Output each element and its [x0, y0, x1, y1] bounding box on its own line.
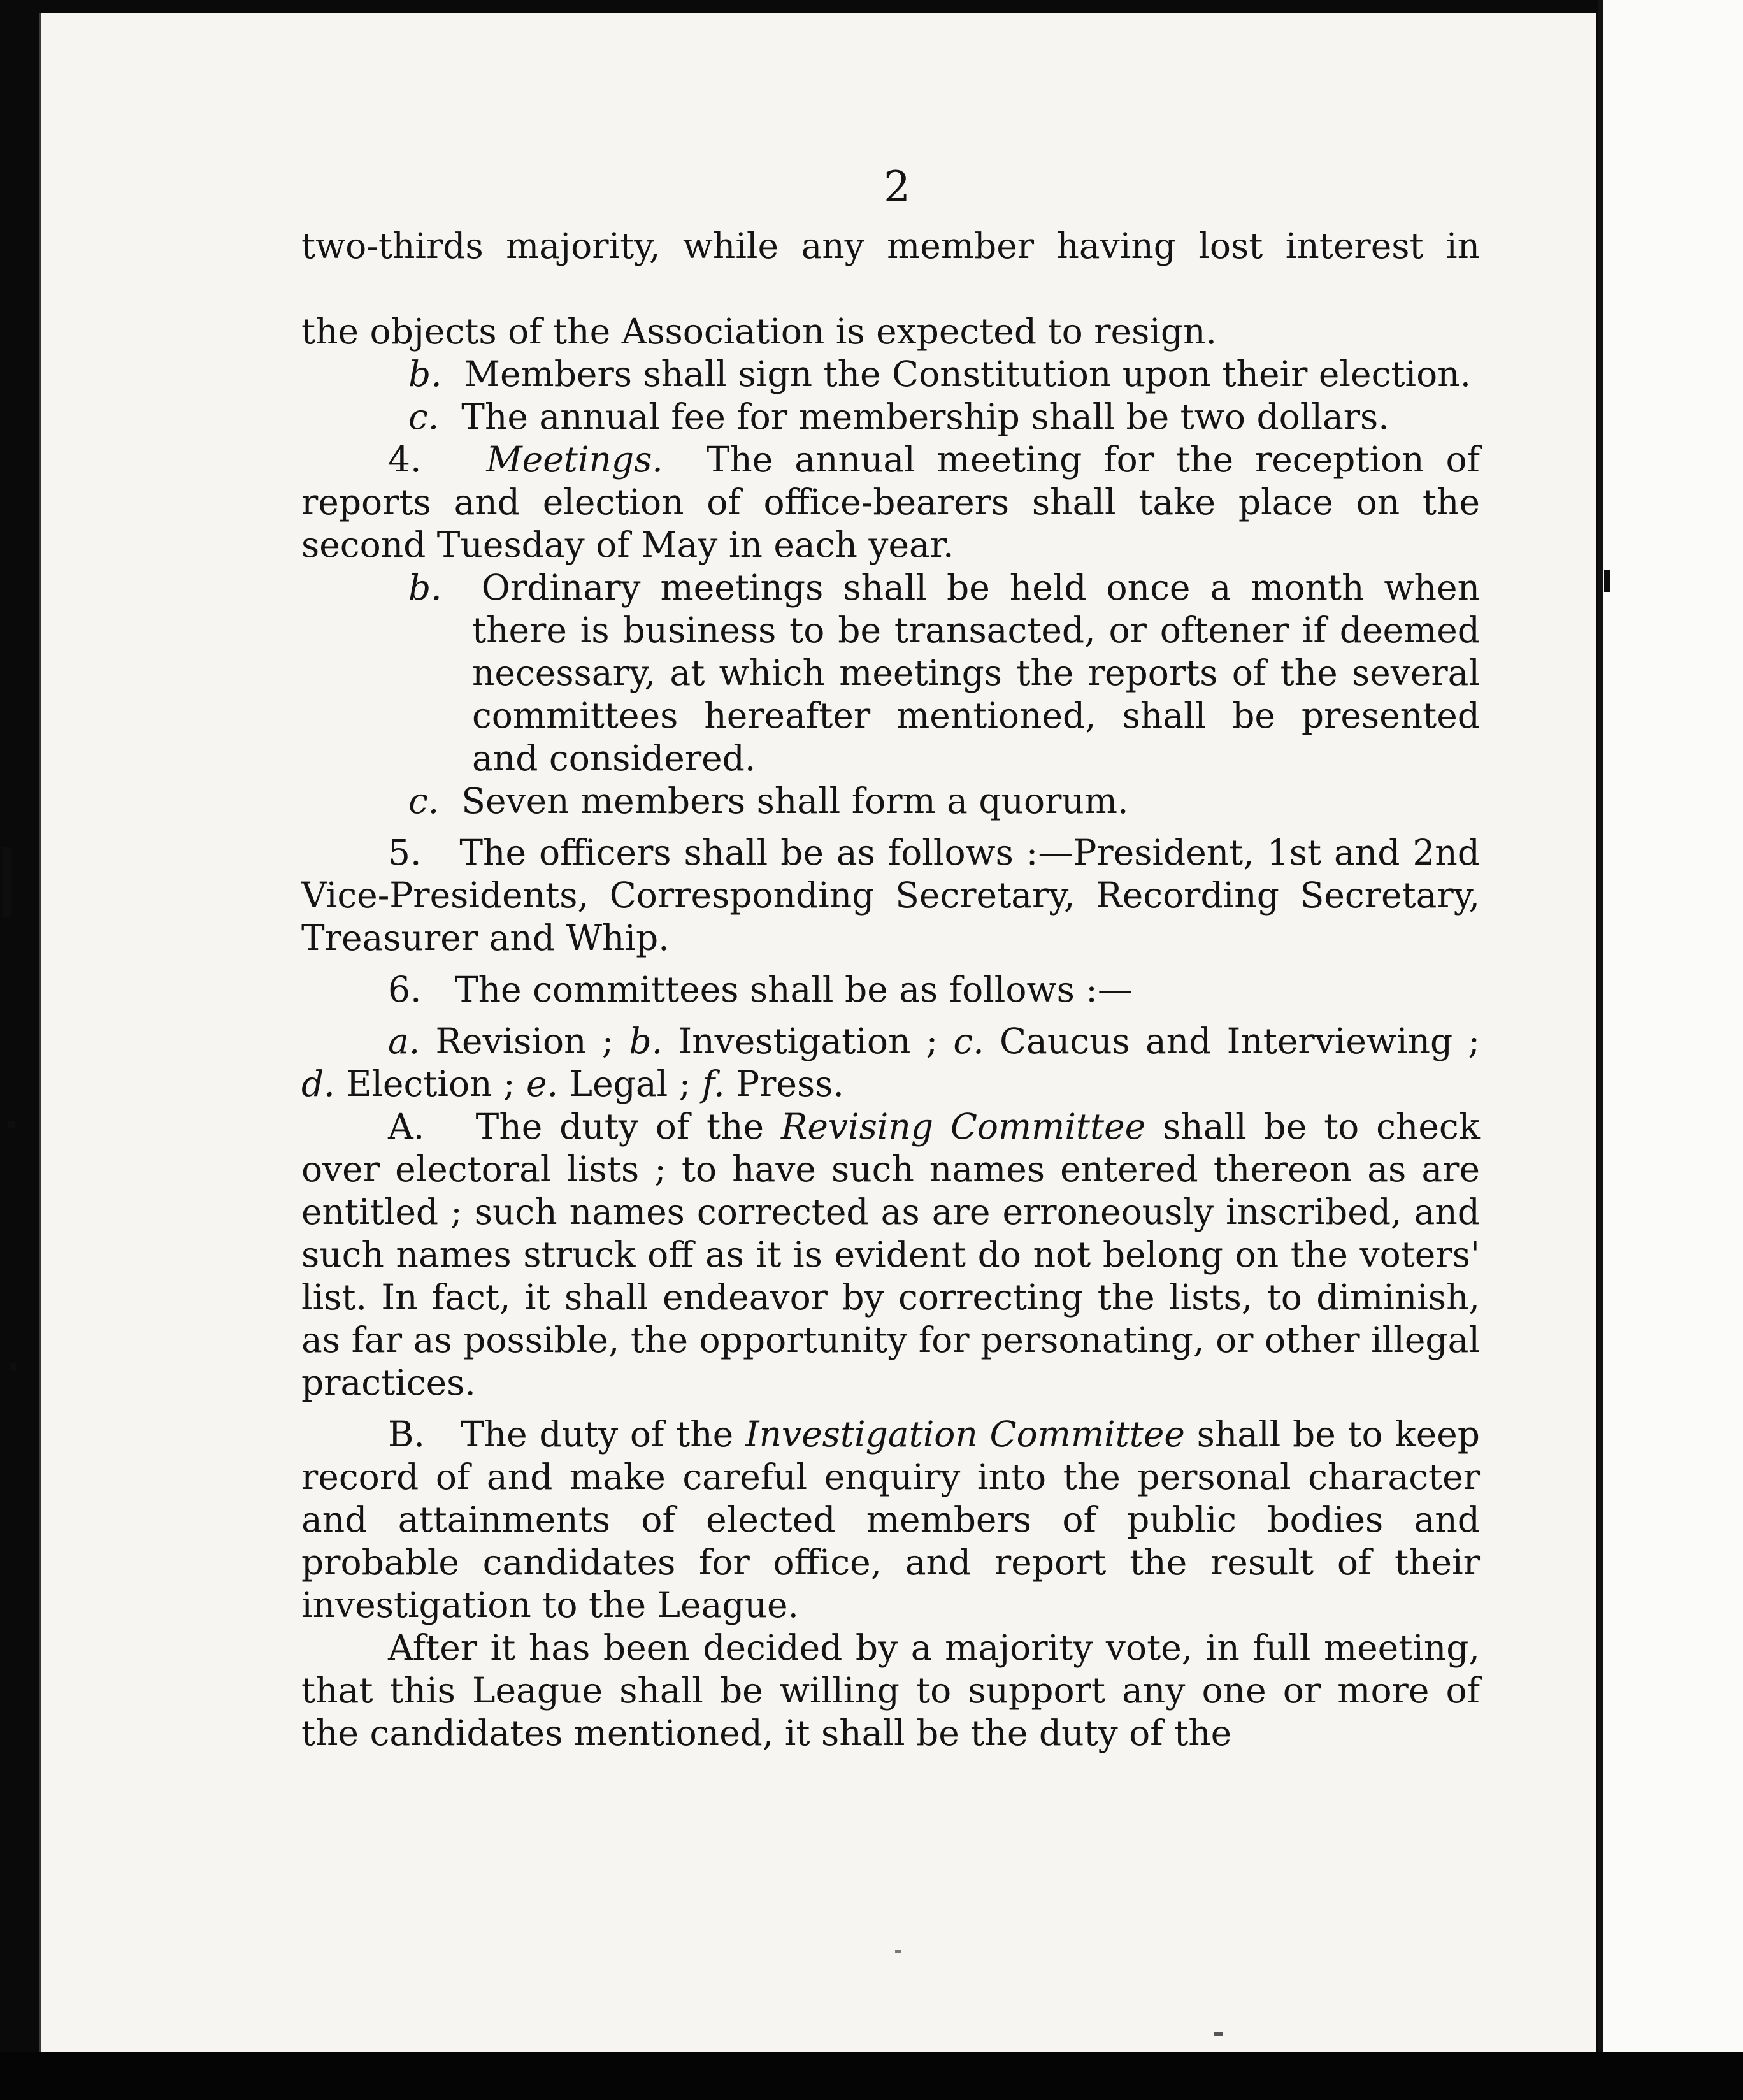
item-4b: b. Ordinary meetings shall be held once a month when there is business to be transacted, or oftener if deemed necessary, at which meetings the reports of the several committees hereafter mentioned, shall be presented and considered. — [408, 567, 1480, 779]
section-4: 4. Meetings. The annual meeting for the reception of reports and election of office-bearers shall take place on the second Tuesday of May in each year. — [301, 439, 1481, 565]
scan-speck — [3, 847, 11, 917]
page-number: 2 — [884, 162, 910, 212]
scan-speck — [10, 1363, 16, 1370]
paragraph-line-1: two-thirds majority, while any member having lost interest in — [301, 226, 1480, 266]
adjacent-page-edge — [1598, 0, 1743, 2100]
document-page — [39, 13, 1596, 2052]
scan-speck — [895, 1950, 901, 1953]
closing-paragraph: After it has been decided by a majority vote, in full meeting, that this League shall be willing to support any one or more of the candidates mentioned, it shall be the duty of the — [301, 1627, 1480, 1753]
item-3c: c. The annual fee for membership shall be two dollars. — [408, 396, 1389, 437]
scan-border-bottom — [0, 2052, 1743, 2100]
item-3b: b. Members shall sign the Constitution upon their election. — [408, 354, 1472, 394]
item-4c: c. Seven members shall form a quorum. — [408, 780, 1129, 821]
page-edge-rule — [1598, 0, 1603, 2100]
section-B: B. The duty of the Investigation Committee shall be to keep record of and make careful enquiry into the personal character and attainments of elected members of public bodies and probable candidates for office, and report the result of their investigation to the League. — [301, 1414, 1481, 1625]
paragraph-line-2: the objects of the Association is expected to resign. — [301, 311, 1217, 352]
section-5: 5. The officers shall be as follows :—President, 1st and 2nd Vice-Presidents, Corresponding Secretary, Recording Secretary, Treasurer and Whip. — [301, 832, 1480, 958]
document-text — [301, 162, 1481, 1755]
section-A: A. The duty of the Revising Committee shall be to check over electoral lists ; to have such names entered thereon as are entitled ; such names corrected as are erroneously inscribed, and such names struck off as it is evident do not belong on the voters' list. In fact, it shall endeavor by correcting the lists, to diminish, as far as possible, the opportunity for personating, or other illegal practices. — [301, 1106, 1481, 1403]
scan-speck — [8, 1121, 15, 1128]
scan-speck — [1604, 570, 1610, 592]
scan-speck — [1214, 2032, 1223, 2036]
section-6: 6. The committees shall be as follows :— — [388, 969, 1133, 1010]
committee-list: a. Revision ; b. Investigation ; c. Caucus and Interviewing ; d. Election ; e. Legal ; f. Press. — [301, 1021, 1480, 1104]
